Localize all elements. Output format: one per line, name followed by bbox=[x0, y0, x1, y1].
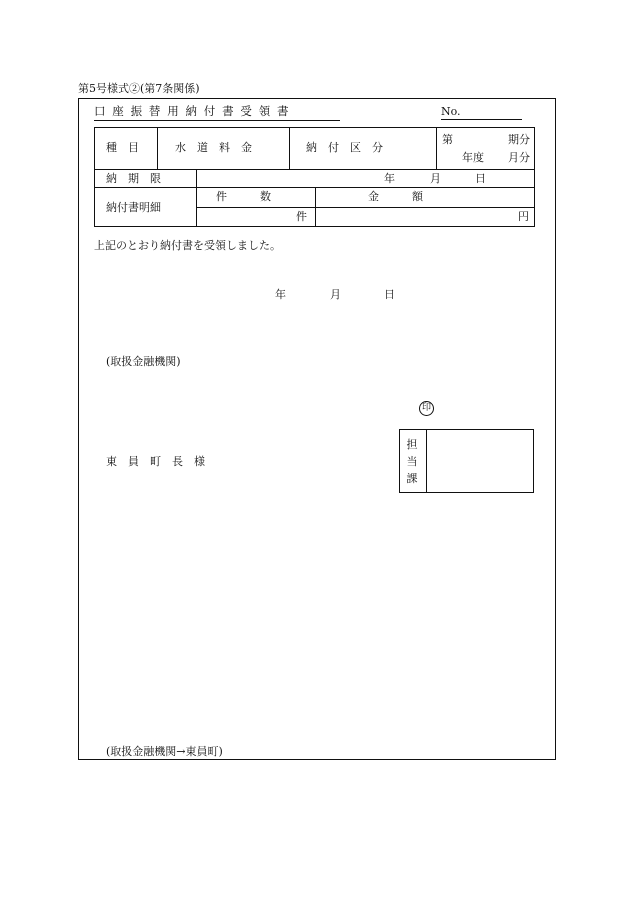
period-tsukibun: 月分 bbox=[508, 151, 530, 164]
yen-unit: 円 bbox=[518, 210, 529, 223]
ken-unit: 件 bbox=[296, 210, 307, 223]
kensu-label: 件 数 bbox=[216, 190, 271, 203]
nouki-nen: 年 bbox=[384, 172, 395, 185]
sign-date-hi: 日 bbox=[384, 288, 395, 301]
table-rule bbox=[289, 127, 290, 169]
period-kibun: 期分 bbox=[508, 133, 530, 146]
shumoku-label: 種 目 bbox=[106, 141, 139, 154]
shumoku-value: 水 道 料 金 bbox=[175, 141, 252, 154]
kingaku-label: 金 額 bbox=[368, 190, 423, 203]
seal-icon: 印 bbox=[419, 401, 434, 416]
nouki-hi: 日 bbox=[475, 172, 486, 185]
table-rule bbox=[436, 127, 437, 169]
table-rule bbox=[196, 207, 535, 208]
table-rule bbox=[315, 187, 316, 227]
period-nendo: 年度 bbox=[462, 151, 484, 164]
nofu-kubun-label: 納 付 区 分 bbox=[306, 141, 383, 154]
sign-date-nen: 年 bbox=[275, 288, 286, 301]
form-number-label: 第5号様式②(第7条関係) bbox=[78, 82, 200, 95]
tanto-divider bbox=[426, 429, 427, 493]
table-rule bbox=[157, 127, 158, 169]
serial-number-field: No. bbox=[441, 106, 522, 120]
nouki-tsuki: 月 bbox=[430, 172, 441, 185]
tanto-box bbox=[399, 429, 534, 493]
table-rule bbox=[196, 169, 197, 227]
period-dai: 第 bbox=[442, 133, 453, 146]
addressee: 東 員 町 長 様 bbox=[106, 455, 205, 468]
nouki-label: 納 期 限 bbox=[106, 172, 161, 185]
sign-date-tsuki: 月 bbox=[330, 288, 341, 301]
meisai-label: 納付書明細 bbox=[106, 201, 161, 214]
institution-label: (取扱金融機関) bbox=[106, 355, 181, 368]
table-rule bbox=[94, 169, 535, 170]
footer-routing-note: (取扱金融機関→東員町) bbox=[106, 745, 223, 758]
tanto-label: 担当課 bbox=[406, 438, 418, 485]
form-title: 口座振替用納付書受領書 bbox=[94, 106, 340, 121]
receipt-statement: 上記のとおり納付書を受領しました。 bbox=[94, 239, 281, 252]
